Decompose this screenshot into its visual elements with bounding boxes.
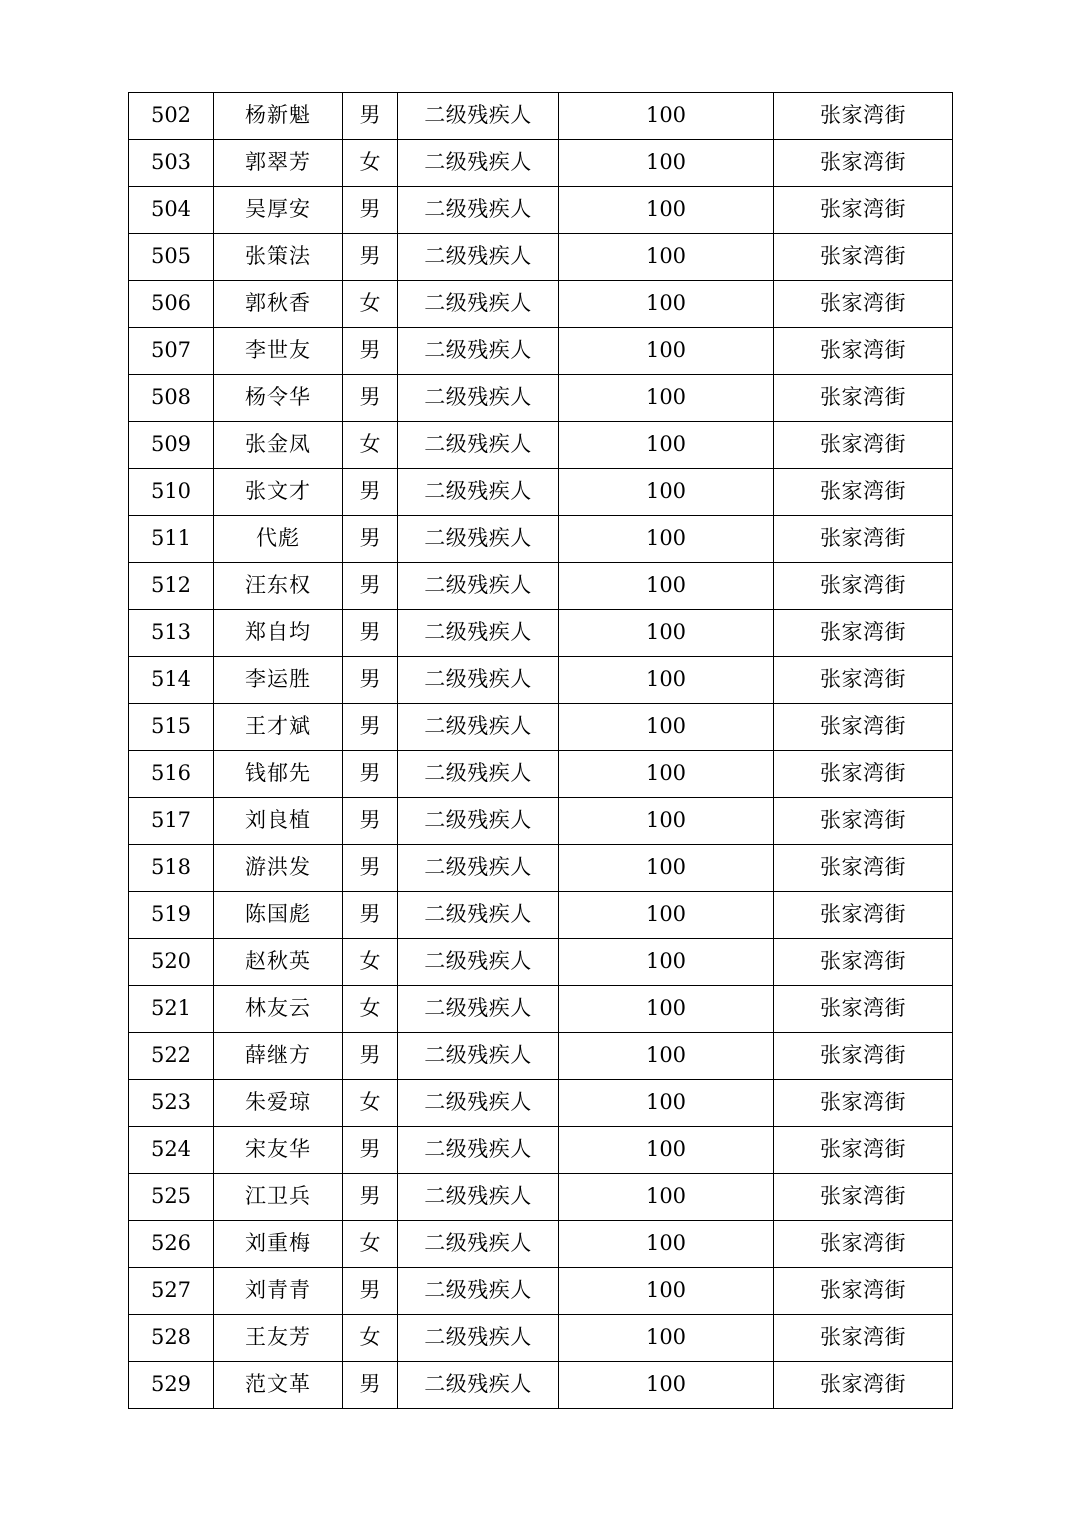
cell-index: 509 bbox=[129, 422, 214, 469]
cell-name: 王才斌 bbox=[214, 704, 343, 751]
cell-gender: 男 bbox=[343, 751, 398, 798]
cell-area: 张家湾街 bbox=[774, 422, 953, 469]
cell-area: 张家湾街 bbox=[774, 610, 953, 657]
cell-amount: 100 bbox=[559, 328, 774, 375]
cell-area: 张家湾街 bbox=[774, 469, 953, 516]
table-row bbox=[129, 751, 953, 798]
cell-area: 张家湾街 bbox=[774, 892, 953, 939]
table-row bbox=[129, 140, 953, 187]
cell-gender: 男 bbox=[343, 1268, 398, 1315]
cell-name: 张策法 bbox=[214, 234, 343, 281]
cell-category: 二级残疾人 bbox=[398, 798, 559, 845]
table-row bbox=[129, 187, 953, 234]
table-row bbox=[129, 1268, 953, 1315]
cell-amount: 100 bbox=[559, 93, 774, 140]
cell-name: 薛继方 bbox=[214, 1033, 343, 1080]
cell-amount: 100 bbox=[559, 610, 774, 657]
cell-category: 二级残疾人 bbox=[398, 516, 559, 563]
cell-amount: 100 bbox=[559, 751, 774, 798]
cell-index: 518 bbox=[129, 845, 214, 892]
cell-category: 二级残疾人 bbox=[398, 1127, 559, 1174]
cell-area: 张家湾街 bbox=[774, 234, 953, 281]
cell-index: 522 bbox=[129, 1033, 214, 1080]
cell-amount: 100 bbox=[559, 469, 774, 516]
cell-name: 杨令华 bbox=[214, 375, 343, 422]
cell-gender: 女 bbox=[343, 422, 398, 469]
cell-name: 王友芳 bbox=[214, 1315, 343, 1362]
cell-amount: 100 bbox=[559, 798, 774, 845]
cell-area: 张家湾街 bbox=[774, 704, 953, 751]
table-row bbox=[129, 563, 953, 610]
cell-gender: 男 bbox=[343, 328, 398, 375]
cell-area: 张家湾街 bbox=[774, 1033, 953, 1080]
cell-index: 507 bbox=[129, 328, 214, 375]
table-body bbox=[129, 93, 953, 1409]
cell-name: 范文革 bbox=[214, 1362, 343, 1409]
table-row bbox=[129, 845, 953, 892]
table-row bbox=[129, 375, 953, 422]
cell-category: 二级残疾人 bbox=[398, 1174, 559, 1221]
cell-amount: 100 bbox=[559, 140, 774, 187]
cell-gender: 男 bbox=[343, 469, 398, 516]
cell-amount: 100 bbox=[559, 1174, 774, 1221]
cell-index: 508 bbox=[129, 375, 214, 422]
cell-amount: 100 bbox=[559, 939, 774, 986]
cell-amount: 100 bbox=[559, 1221, 774, 1268]
cell-category: 二级残疾人 bbox=[398, 892, 559, 939]
cell-name: 代彪 bbox=[214, 516, 343, 563]
cell-area: 张家湾街 bbox=[774, 1315, 953, 1362]
cell-category: 二级残疾人 bbox=[398, 140, 559, 187]
cell-category: 二级残疾人 bbox=[398, 657, 559, 704]
cell-name: 钱郁先 bbox=[214, 751, 343, 798]
cell-index: 525 bbox=[129, 1174, 214, 1221]
cell-name: 李运胜 bbox=[214, 657, 343, 704]
cell-index: 505 bbox=[129, 234, 214, 281]
cell-amount: 100 bbox=[559, 1268, 774, 1315]
cell-index: 523 bbox=[129, 1080, 214, 1127]
cell-gender: 男 bbox=[343, 610, 398, 657]
cell-index: 512 bbox=[129, 563, 214, 610]
cell-gender: 男 bbox=[343, 1174, 398, 1221]
cell-gender: 男 bbox=[343, 845, 398, 892]
cell-area: 张家湾街 bbox=[774, 939, 953, 986]
cell-area: 张家湾街 bbox=[774, 845, 953, 892]
cell-index: 520 bbox=[129, 939, 214, 986]
cell-index: 513 bbox=[129, 610, 214, 657]
cell-amount: 100 bbox=[559, 375, 774, 422]
table-row bbox=[129, 328, 953, 375]
cell-area: 张家湾街 bbox=[774, 1174, 953, 1221]
cell-category: 二级残疾人 bbox=[398, 1033, 559, 1080]
cell-name: 李世友 bbox=[214, 328, 343, 375]
cell-amount: 100 bbox=[559, 1315, 774, 1362]
cell-category: 二级残疾人 bbox=[398, 1315, 559, 1362]
cell-category: 二级残疾人 bbox=[398, 751, 559, 798]
table-row bbox=[129, 469, 953, 516]
cell-area: 张家湾街 bbox=[774, 1080, 953, 1127]
cell-name: 游洪发 bbox=[214, 845, 343, 892]
cell-index: 524 bbox=[129, 1127, 214, 1174]
cell-gender: 男 bbox=[343, 1033, 398, 1080]
table-row bbox=[129, 1362, 953, 1409]
table-row bbox=[129, 1315, 953, 1362]
cell-amount: 100 bbox=[559, 187, 774, 234]
cell-amount: 100 bbox=[559, 1362, 774, 1409]
cell-area: 张家湾街 bbox=[774, 516, 953, 563]
cell-category: 二级残疾人 bbox=[398, 281, 559, 328]
cell-amount: 100 bbox=[559, 1033, 774, 1080]
cell-gender: 女 bbox=[343, 140, 398, 187]
cell-index: 516 bbox=[129, 751, 214, 798]
cell-gender: 女 bbox=[343, 1080, 398, 1127]
cell-category: 二级残疾人 bbox=[398, 610, 559, 657]
cell-category: 二级残疾人 bbox=[398, 845, 559, 892]
cell-index: 515 bbox=[129, 704, 214, 751]
table-row bbox=[129, 1174, 953, 1221]
cell-gender: 男 bbox=[343, 375, 398, 422]
cell-amount: 100 bbox=[559, 563, 774, 610]
cell-name: 刘良植 bbox=[214, 798, 343, 845]
cell-amount: 100 bbox=[559, 281, 774, 328]
cell-category: 二级残疾人 bbox=[398, 422, 559, 469]
cell-index: 504 bbox=[129, 187, 214, 234]
cell-area: 张家湾街 bbox=[774, 563, 953, 610]
cell-gender: 女 bbox=[343, 281, 398, 328]
cell-name: 刘青青 bbox=[214, 1268, 343, 1315]
cell-name: 林友云 bbox=[214, 986, 343, 1033]
cell-area: 张家湾街 bbox=[774, 1221, 953, 1268]
table-row bbox=[129, 516, 953, 563]
table-row bbox=[129, 610, 953, 657]
cell-gender: 女 bbox=[343, 986, 398, 1033]
table-row bbox=[129, 798, 953, 845]
cell-category: 二级残疾人 bbox=[398, 1362, 559, 1409]
cell-category: 二级残疾人 bbox=[398, 375, 559, 422]
table-row bbox=[129, 892, 953, 939]
cell-name: 汪东权 bbox=[214, 563, 343, 610]
cell-area: 张家湾街 bbox=[774, 986, 953, 1033]
table-row bbox=[129, 1033, 953, 1080]
cell-index: 502 bbox=[129, 93, 214, 140]
cell-index: 528 bbox=[129, 1315, 214, 1362]
cell-amount: 100 bbox=[559, 986, 774, 1033]
cell-category: 二级残疾人 bbox=[398, 986, 559, 1033]
cell-amount: 100 bbox=[559, 704, 774, 751]
cell-gender: 男 bbox=[343, 1127, 398, 1174]
cell-gender: 女 bbox=[343, 939, 398, 986]
cell-area: 张家湾街 bbox=[774, 375, 953, 422]
cell-gender: 男 bbox=[343, 1362, 398, 1409]
table-row bbox=[129, 939, 953, 986]
table-row bbox=[129, 657, 953, 704]
cell-index: 511 bbox=[129, 516, 214, 563]
cell-gender: 男 bbox=[343, 234, 398, 281]
cell-name: 江卫兵 bbox=[214, 1174, 343, 1221]
cell-gender: 男 bbox=[343, 798, 398, 845]
cell-name: 郭秋香 bbox=[214, 281, 343, 328]
table-row bbox=[129, 422, 953, 469]
cell-amount: 100 bbox=[559, 845, 774, 892]
cell-area: 张家湾街 bbox=[774, 657, 953, 704]
cell-category: 二级残疾人 bbox=[398, 93, 559, 140]
cell-index: 527 bbox=[129, 1268, 214, 1315]
cell-amount: 100 bbox=[559, 1127, 774, 1174]
cell-name: 宋友华 bbox=[214, 1127, 343, 1174]
table-row bbox=[129, 704, 953, 751]
table-row bbox=[129, 281, 953, 328]
cell-gender: 男 bbox=[343, 187, 398, 234]
cell-area: 张家湾街 bbox=[774, 140, 953, 187]
cell-name: 吴厚安 bbox=[214, 187, 343, 234]
cell-index: 526 bbox=[129, 1221, 214, 1268]
table-row bbox=[129, 1127, 953, 1174]
cell-category: 二级残疾人 bbox=[398, 1268, 559, 1315]
cell-area: 张家湾街 bbox=[774, 328, 953, 375]
cell-index: 519 bbox=[129, 892, 214, 939]
cell-category: 二级残疾人 bbox=[398, 939, 559, 986]
cell-index: 506 bbox=[129, 281, 214, 328]
cell-area: 张家湾街 bbox=[774, 93, 953, 140]
cell-category: 二级残疾人 bbox=[398, 704, 559, 751]
table-row bbox=[129, 234, 953, 281]
cell-name: 赵秋英 bbox=[214, 939, 343, 986]
table-row bbox=[129, 1221, 953, 1268]
cell-amount: 100 bbox=[559, 892, 774, 939]
cell-index: 514 bbox=[129, 657, 214, 704]
cell-name: 陈国彪 bbox=[214, 892, 343, 939]
table-row bbox=[129, 986, 953, 1033]
cell-gender: 女 bbox=[343, 1221, 398, 1268]
cell-amount: 100 bbox=[559, 422, 774, 469]
cell-gender: 男 bbox=[343, 563, 398, 610]
cell-category: 二级残疾人 bbox=[398, 234, 559, 281]
table-row bbox=[129, 1080, 953, 1127]
cell-area: 张家湾街 bbox=[774, 1362, 953, 1409]
cell-category: 二级残疾人 bbox=[398, 469, 559, 516]
cell-name: 杨新魁 bbox=[214, 93, 343, 140]
cell-area: 张家湾街 bbox=[774, 281, 953, 328]
cell-category: 二级残疾人 bbox=[398, 1221, 559, 1268]
cell-index: 521 bbox=[129, 986, 214, 1033]
cell-index: 503 bbox=[129, 140, 214, 187]
cell-name: 郑自均 bbox=[214, 610, 343, 657]
cell-area: 张家湾街 bbox=[774, 1127, 953, 1174]
cell-area: 张家湾街 bbox=[774, 751, 953, 798]
cell-name: 朱爱琼 bbox=[214, 1080, 343, 1127]
cell-amount: 100 bbox=[559, 1080, 774, 1127]
cell-gender: 男 bbox=[343, 516, 398, 563]
cell-name: 刘重梅 bbox=[214, 1221, 343, 1268]
cell-area: 张家湾街 bbox=[774, 1268, 953, 1315]
cell-area: 张家湾街 bbox=[774, 187, 953, 234]
cell-name: 张文才 bbox=[214, 469, 343, 516]
beneficiary-table bbox=[128, 92, 953, 1409]
cell-index: 510 bbox=[129, 469, 214, 516]
cell-index: 529 bbox=[129, 1362, 214, 1409]
cell-gender: 男 bbox=[343, 892, 398, 939]
table-row bbox=[129, 93, 953, 140]
cell-amount: 100 bbox=[559, 234, 774, 281]
cell-gender: 男 bbox=[343, 657, 398, 704]
cell-name: 张金凤 bbox=[214, 422, 343, 469]
cell-amount: 100 bbox=[559, 657, 774, 704]
cell-name: 郭翠芳 bbox=[214, 140, 343, 187]
cell-gender: 男 bbox=[343, 93, 398, 140]
cell-area: 张家湾街 bbox=[774, 798, 953, 845]
cell-index: 517 bbox=[129, 798, 214, 845]
cell-category: 二级残疾人 bbox=[398, 1080, 559, 1127]
cell-category: 二级残疾人 bbox=[398, 187, 559, 234]
cell-category: 二级残疾人 bbox=[398, 563, 559, 610]
cell-category: 二级残疾人 bbox=[398, 328, 559, 375]
cell-gender: 女 bbox=[343, 1315, 398, 1362]
cell-gender: 男 bbox=[343, 704, 398, 751]
cell-amount: 100 bbox=[559, 516, 774, 563]
